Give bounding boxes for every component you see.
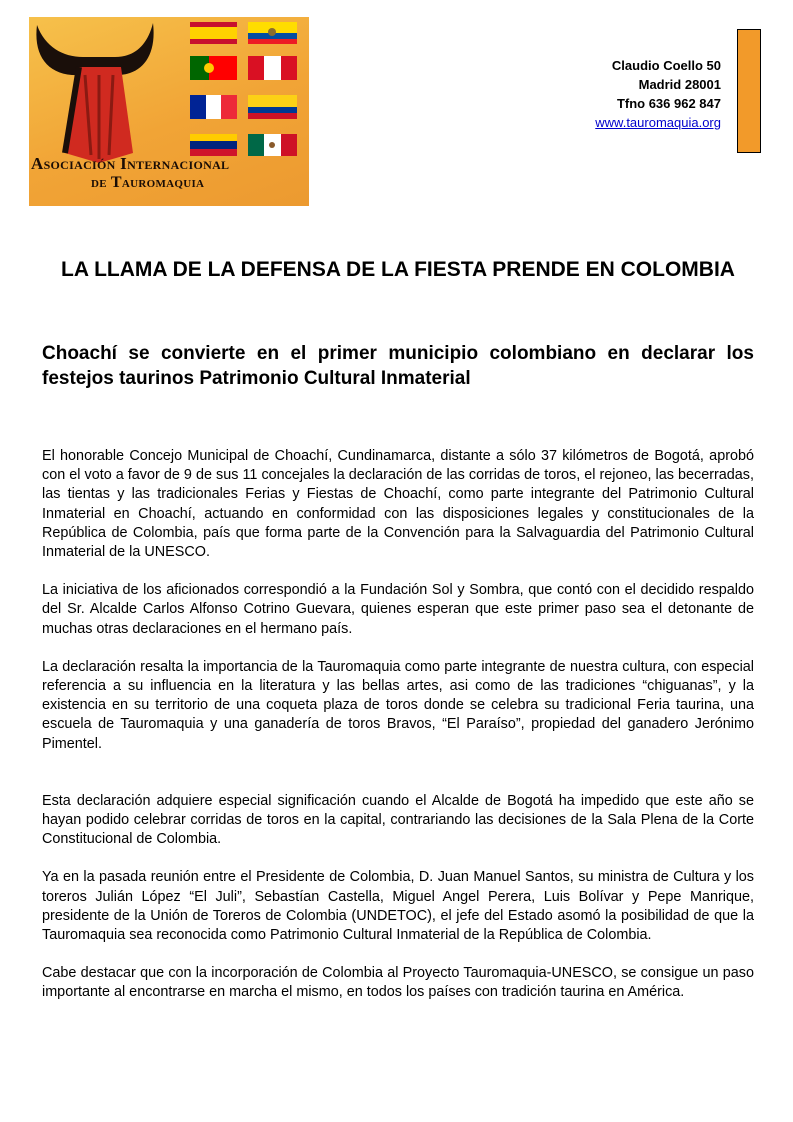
- orange-accent-bar: [737, 29, 761, 153]
- flag-ecuador-icon: [248, 22, 297, 44]
- paragraph: La declaración resalta la importancia de la Tauromaquia como parte integrante de nuestra cultura, con especial referencia a su influencia en la literatura y las bellas artes, asi como de las tradiciones “chiguanas”, y la existencia en su territorio de una coqueta plaza de toros donde se celebra su tradicional Feria taurina, una escuela de Tauromaquia y una ganadería de toros Bravos, “El Paraíso”, propiedad del ganadero Jerónimo Pimentel.: [42, 658, 754, 752]
- paragraph: Esta declaración adquiere especial significación cuando el Alcalde de Bogotá ha impedido que este año se hayan podido celebrar corridas de toros en la capital, contrariando las decisiones de la Sala Plena de la Corte Constitucional de Colombia.: [42, 792, 754, 848]
- paragraph: Cabe destacar que con la incorporación de Colombia al Proyecto Tauromaquia-UNESCO, se consigue un paso importante al encontrarse en marcha el mismo, en todos los países con tradición taurina en América.: [42, 965, 754, 1001]
- address-phone: Tfno 636 962 847: [616, 96, 721, 111]
- logo-name-line2: de Tauromaquia: [91, 174, 205, 191]
- flag-mexico-icon: [248, 134, 297, 156]
- flag-peru-icon: [248, 56, 297, 80]
- contact-address: [595, 56, 721, 132]
- paragraph: El honorable Concejo Municipal de Choachí, Cundinamarca, distante a sólo 37 kilómetros de Bogotá, aprobó con el voto a favor de 9 de sus 11 concejales la declaración de las corridas de toros, el rejoneo, las becerradas, las tientas y las tradicionales Ferias y Fiestas de Choachí, como parte integrante del Patrimonio Cultural Inmaterial en Choachí, actuando en conformidad con las disposiciones legales y constitucionales de la República de Colombia, país que forma parte de la Convención para la Salvaguardia del Patrimonio Cultural Inmaterial de la UNESCO.: [42, 448, 754, 561]
- association-logo: [29, 17, 309, 206]
- paragraph: Ya en la pasada reunión entre el Presidente de Colombia, D. Juan Manuel Santos, su ministra de Cultura y los toreros Julián López “El Juli”, Sebastían Castella, Miguel Angel Perera, Luis Bolívar y Pepe Manrique, presidente de la Unión de Toreros de Colombia (UNDETOC), el jefe del Estado asomó la posibilidad de que la Tauromaquia sea reconocida como Patrimonio Cultural Inmaterial de la República de Colombia.: [42, 869, 754, 944]
- flag-spain-icon: [190, 22, 237, 44]
- article-body: [42, 447, 754, 1022]
- address-street: Claudio Coello 50: [611, 58, 721, 73]
- page-title: LA LLAMA DE LA DEFENSA DE LA FIESTA PRENDE EN COLOMBIA: [61, 258, 735, 281]
- website-link[interactable]: www.tauromaquia.org: [595, 115, 721, 130]
- logo-name-line1: Asociación Internacional: [31, 154, 230, 173]
- flag-france-icon: [190, 95, 237, 119]
- flag-colombia-icon: [248, 95, 297, 119]
- flag-venezuela-icon: [190, 134, 237, 156]
- flag-portugal-icon: [190, 56, 237, 80]
- address-city: Madrid 28001: [638, 77, 721, 92]
- paragraph: La iniciativa de los aficionados correspondió a la Fundación Sol y Sombra, que contó con el decidido respaldo del Sr. Alcalde Carlos Alfonso Cotrino Guevara, quienes esperan que este primer paso sea el detonante de muchas otras declaraciones en el hermano país.: [42, 582, 754, 637]
- page-subtitle: Choachí se convierte en el primer municipio colombiano en declarar los festejos taurinos Patrimonio Cultural Inmaterial: [42, 343, 754, 389]
